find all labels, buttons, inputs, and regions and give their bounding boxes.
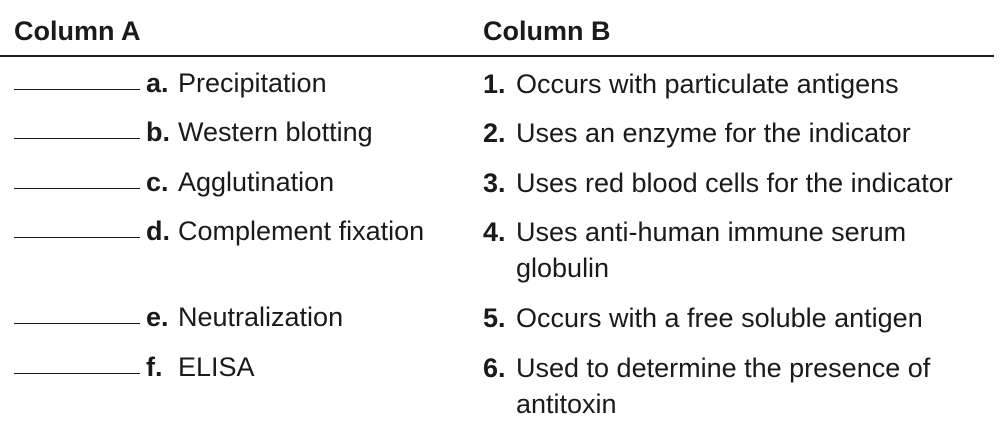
header-row [0,0,1000,56]
term-c [146,165,334,199]
column-a-heading: Column A [14,16,141,46]
description-number: 3. [483,168,506,198]
term-text: Neutralization [178,302,344,332]
term-f [146,350,255,384]
description-text: Uses an enzyme for the indicator [516,118,911,148]
description-text: Occurs with particulate antigens [516,69,899,99]
description-text: Occurs with a free soluble antigen [516,303,923,333]
header-rule [0,55,994,57]
answer-blank-c[interactable] [14,188,140,189]
term-a [146,66,327,100]
description-number: 1. [483,69,506,99]
description-number: 4. [483,217,506,247]
description-text: Uses red blood cells for the indicator [516,168,953,198]
description-4 [483,214,923,286]
description-6 [483,350,983,422]
description-1 [483,66,993,102]
description-number: 6. [483,353,506,383]
term-d [146,214,424,248]
description-text: Uses anti-human immune serum globulin [516,217,907,283]
answer-blank-d[interactable] [14,237,140,238]
description-3 [483,165,993,201]
term-text: Complement fixation [178,216,425,246]
term-letter: f. [146,352,163,382]
description-number: 2. [483,118,506,148]
answer-blank-f[interactable] [14,373,140,374]
description-5 [483,300,993,336]
term-b [146,115,373,149]
term-letter: a. [146,68,169,98]
term-letter: c. [146,167,169,197]
description-text: Used to determine the presence of antitoxin [516,353,931,419]
answer-blank-b[interactable] [14,138,140,139]
term-letter: e. [146,302,169,332]
term-text: Western blotting [178,117,373,147]
answer-blank-e[interactable] [14,323,140,324]
column-b-heading: Column B [483,16,611,46]
term-e [146,300,343,334]
term-letter: d. [146,216,170,246]
term-letter: b. [146,117,170,147]
term-text: Agglutination [178,167,335,197]
answer-blank-a[interactable] [14,89,140,90]
description-number: 5. [483,303,506,333]
description-2 [483,115,993,151]
term-text: ELISA [178,352,255,382]
term-text: Precipitation [178,68,327,98]
